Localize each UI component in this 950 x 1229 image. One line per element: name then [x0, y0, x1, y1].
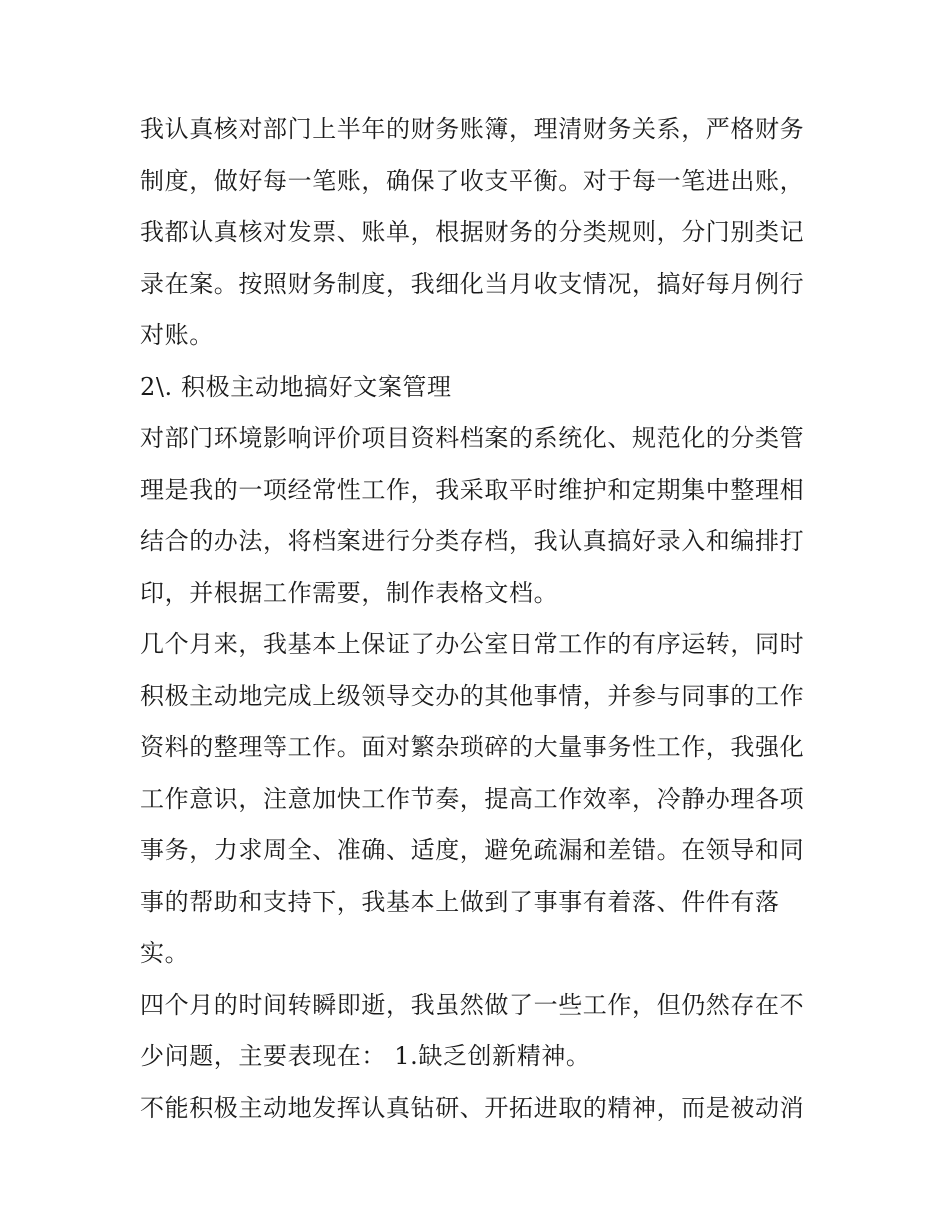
- document-body: [140, 104, 820, 1134]
- text-line: 积极主动地完成上级领导交办的其他事情，并参与同事的工作: [140, 681, 805, 710]
- text-line: 对账。: [140, 321, 214, 349]
- text-line: 理是我的一项经常性工作，我采取平时维护和定期集中整理相: [140, 475, 805, 504]
- text-line: 实。: [140, 939, 190, 967]
- section-heading-document-management: [140, 362, 820, 414]
- text-line: 制度，做好每一笔账，确保了收支平衡。对于每一笔进出账，: [140, 166, 805, 195]
- text-line: 事的帮助和支持下，我基本上做到了事事有着落、件件有落: [140, 887, 780, 916]
- paragraph-archives: [140, 413, 820, 619]
- text-line: 不能积极主动地发挥认真钻研、开拓进取的精神，而是被动消: [140, 1093, 805, 1122]
- paragraph-problems: [140, 980, 820, 1083]
- text-line: 四个月的时间转瞬即逝，我虽然做了一些工作，但仍然存在不: [140, 990, 805, 1019]
- text-line: 几个月来，我基本上保证了办公室日常工作的有序运转，同时: [140, 630, 805, 658]
- text-line: 工作意识，注意加快工作节奏，提高工作效率，冷静办理各项: [140, 784, 805, 813]
- text-line: 印，并根据工作需要，制作表格文档。: [140, 578, 559, 607]
- text-line: 结合的办法，将档案进行分类存档，我认真搞好录入和编排打: [140, 527, 805, 555]
- paragraph-finance: [140, 104, 820, 362]
- heading-line: 2\. 积极主动地搞好文案管理: [140, 372, 452, 401]
- text-line: 少问题，主要表现在： 1.缺乏创新精神。: [140, 1042, 591, 1070]
- paragraph-innovation: [140, 1083, 820, 1135]
- text-line: 事务，力求周全、准确、适度，避免疏漏和差错。在领导和同: [140, 836, 805, 864]
- text-line: 我认真核对部门上半年的财务账簿，理清财务关系，严格财务: [140, 115, 805, 143]
- text-line: 我都认真核对发票、账单，根据财务的分类规则，分门别类记: [140, 218, 805, 246]
- paragraph-office-work: [140, 619, 820, 980]
- text-line: 对部门环境影响评价项目资料档案的系统化、规范化的分类管: [140, 424, 805, 452]
- text-line: 录在案。按照财务制度，我细化当月收支情况，搞好每月例行: [140, 269, 805, 298]
- text-line: 资料的整理等工作。面对繁杂琐碎的大量事务性工作，我强化: [140, 733, 805, 761]
